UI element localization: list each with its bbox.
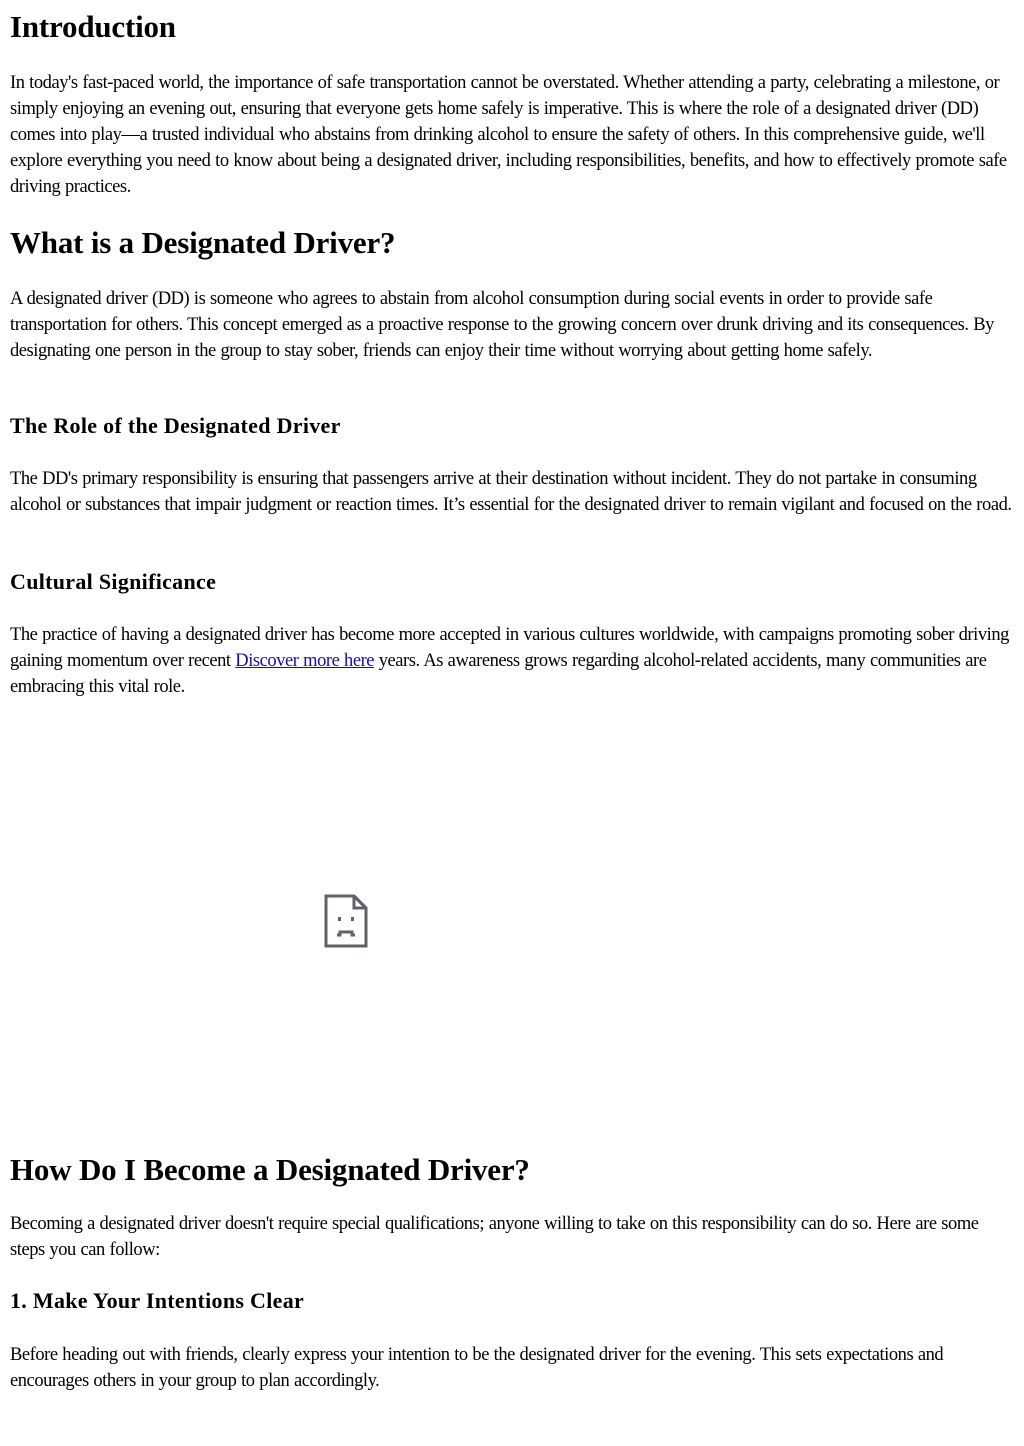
discover-more-link[interactable]: Discover more here (235, 651, 375, 671)
heading-introduction: Introduction (10, 9, 176, 44)
heading-how-become-designated-driver: How Do I Become a Designated Driver? (10, 1152, 530, 1187)
cultural-text-after-link: years. As awareness grows regarding alcohol-related accidents, many communities are embracing this vital role. (10, 651, 987, 697)
cultural-text-before-link: The practice of having a designated driver has become more accepted in various cultures worldwide, with campaigns promoting sober driving gaining momentum over recent (10, 625, 1009, 671)
heading-what-is-designated-driver: What is a Designated Driver? (10, 225, 396, 260)
paragraph-introduction: In today's fast-paced world, the importance of safe transportation cannot be overstated. Whether attending a party, celebrating a milestone, or simply enjoying an evening out, ensuring that everyone gets home safely is imperative. This is where the role of a designated driver (DD) comes into play—a trusted individual who abstains from drinking alcohol to ensure the safety of others. In this comprehensive guide, we'll explore everything you need to know about being a designated driver, including responsibilities, benefits, and how to effectively promote safe driving practices. (10, 73, 1007, 197)
paragraph-make-intentions-clear: Before heading out with friends, clearly express your intention to be the designated driver for the evening. This sets expectations and encourages others in your group to plan accordingly. (10, 1345, 944, 1391)
heading-make-intentions-clear: 1. Make Your Intentions Clear (10, 1288, 305, 1313)
paragraph-cultural-significance (10, 622, 1014, 700)
paragraph-what-is-designated-driver: A designated driver (DD) is someone who agrees to abstain from alcohol consumption during social events in order to provide safe transportation for others. This concept emerged as a proactive response to the growing concern over drunk driving and its consequences. By designating one person in the group to stay sober, friends can enjoy their time without worrying about getting home safely. (10, 289, 994, 361)
heading-role-of-designated-driver: The Role of the Designated Driver (10, 413, 341, 438)
paragraph-role-of-designated-driver: The DD's primary responsibility is ensuring that passengers arrive at their destination without incident. They do not partake in consuming alcohol or substances that impair judgment or reaction times. It’s essential for the designated driver to remain vigilant and focused on the road. (10, 469, 1012, 515)
broken-image-icon (323, 893, 369, 949)
heading-cultural-significance: Cultural Significance (10, 569, 217, 594)
paragraph-how-become-designated-driver: Becoming a designated driver doesn't require special qualifications; anyone willing to take on this responsibility can do so. Here are some steps you can follow: (10, 1214, 979, 1260)
